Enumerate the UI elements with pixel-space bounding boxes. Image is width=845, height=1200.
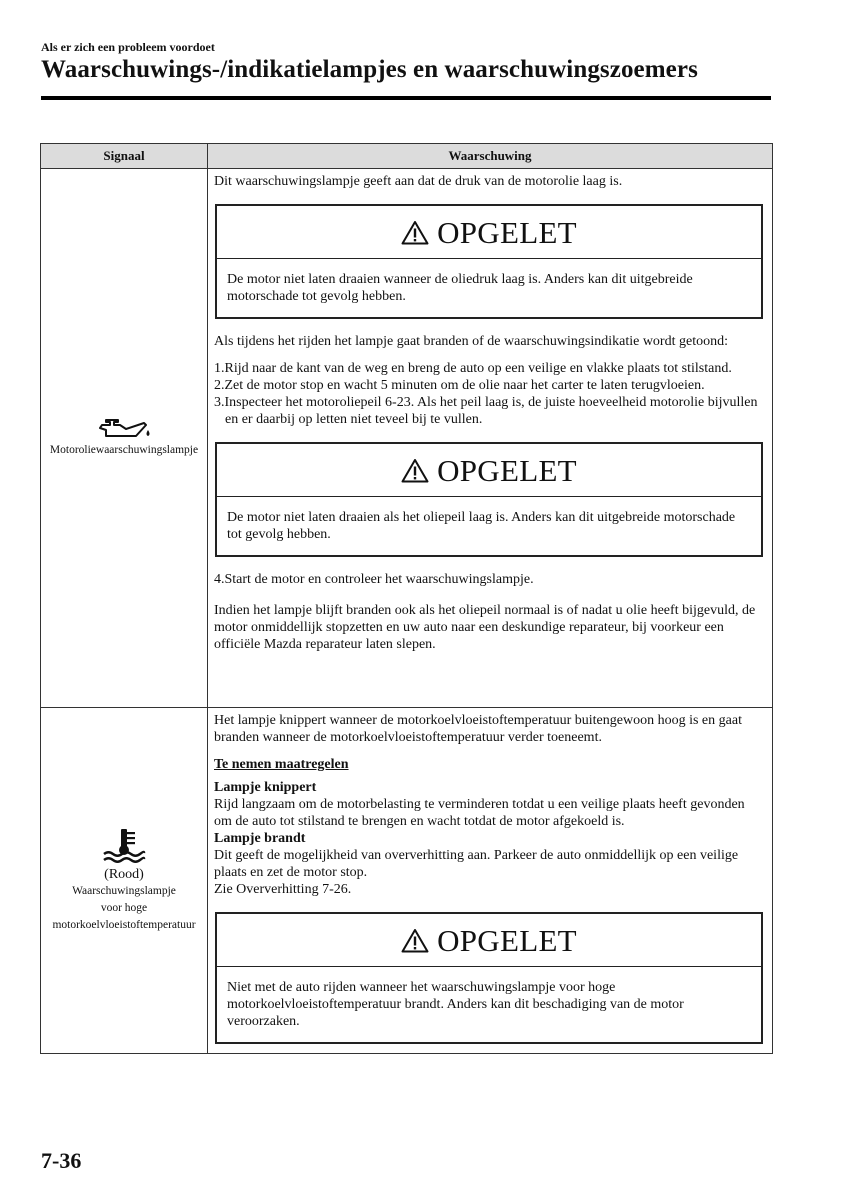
signal-label-temp-3: motorkoelvloeistoftemperatuur [52,918,196,931]
oil-step-4: 4.Start de motor en controleer het waarschuwingslampje. [214,572,534,587]
signal-label-oil: Motoroliewaarschuwingslampje [49,443,199,456]
warning-table [40,143,773,1054]
page-title: Waarschuwings-/indikatielampjes en waarschuwingszoemers [41,56,698,83]
warning-triangle-icon [401,458,429,483]
oil-condition-text: Als tijdens het rijden het lampje gaat branden of de waarschuwingsindikatie wordt getoond: [214,334,728,349]
caution-text: De motor niet laten draaien wanneer de oliedruk laag is. Anders kan dit uitgebreide motorschade tot gevolg hebben. [227,272,693,304]
caution-text: Niet met de auto rijden wanneer het waarschuwingslampje voor hoge motorkoelvloeistoftemperatuur brandt. Anders kan dit beschadiging van de motor veroorzaken. [227,980,684,1029]
table-row [41,169,773,708]
measures-heading: Te nemen maatregelen [214,757,349,772]
table-row [41,708,773,1054]
table-header-row [41,144,773,169]
caution-box [215,204,763,319]
column-header-signal: Signaal [41,144,208,169]
lit-text: Dit geeft de mogelijkheid van oververhitting aan. Parkeer de auto onmiddellijk op een veilige plaats en zet de motor stop. [214,848,739,880]
page-number: 7-36 [41,1148,82,1173]
signal-label-temp-2: voor hoge [100,901,148,914]
caution-box [215,442,763,557]
caution-title: OPGELET [437,922,577,958]
caution-title: OPGELET [437,214,577,250]
oil-final-text: Indien het lampje blijft branden ook als het oliepeil normaal is of nadat u olie heeft bijgevuld, de motor onmiddellijk stopzetten en uw auto naar een deskundige reparateur, bij voorkeur een officiële Mazda reparateur laten slepen. [214,603,756,652]
coolant-temperature-icon [102,828,146,864]
warning-cell-oil [208,169,773,708]
temp-intro-text: Het lampje knippert wanneer de motorkoelvloeistoftemperatuur buitengewoon hoog is en gaat branden wanneer de motorkoelvloeistoftemperatuur verder toeneemt. [214,713,742,745]
caution-header [217,914,761,967]
warning-triangle-icon [401,220,429,245]
warning-triangle-icon [401,928,429,953]
oil-step-2: 2.Zet de motor stop en wacht 5 minuten om de olie naar het carter te laten terugvloeien. [214,378,705,393]
caution-title: OPGELET [437,452,577,488]
blink-text: Rijd langzaam om de motorbelasting te verminderen totdat u een veilige plaats heeft gevonden om de auto tot stilstand te brengen en wacht totdat de motor afgekoeld is. [214,797,745,829]
warning-cell-temp [208,708,773,1054]
caution-text: De motor niet laten draaien als het oliepeil laag is. Anders kan dit uitgebreide motorschade tot gevolg hebben. [227,510,736,542]
oil-step-1: 1.Rijd naar de kant van de weg en breng de auto op een veilige en vlakke plaats tot stilstand. [214,361,732,376]
oil-intro-text: Dit waarschuwingslampje geeft aan dat de druk van de motorolie laag is. [214,174,623,189]
caution-header [217,206,761,259]
signal-label-temp-1: Waarschuwingslampje [72,884,176,897]
oil-step-3: 3.Inspecteer het motoroliepeil 6-23. Als het peil laag is, de juiste hoeveelheid motorolie bijvullen en er daarbij op letten niet teveel bij te vullen. [214,395,758,427]
caution-header [217,444,761,497]
lit-heading: Lampje brandt [214,831,306,846]
see-reference-text: Zie Oververhitting 7-26. [214,882,352,897]
blink-heading: Lampje knippert [214,780,317,795]
section-label: Als er zich een probleem voordoet [41,40,215,54]
signal-cell-oil [41,169,208,708]
signal-cell-temp [41,708,208,1054]
column-header-warning: Waarschuwing [208,144,773,169]
oil-can-icon [96,418,152,440]
caution-box [215,912,763,1044]
signal-color-label: (Rood) [104,866,144,882]
title-rule [41,96,771,100]
